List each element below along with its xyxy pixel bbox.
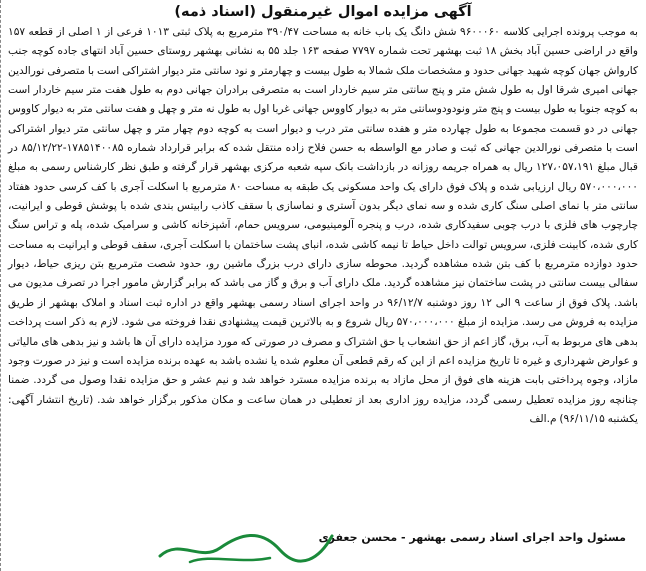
- handwritten-signature-mark: [150, 518, 340, 568]
- notice-title: آگهی مزایده اموال غیرمنقول (اسناد ذمه): [174, 4, 472, 20]
- notice-body: به موجب پرونده اجرایی کلاسه ۹۶۰۰۰۶۰ شش دانگ یک باب خانه به مساحت ۳۹۰/۴۷ مترمربع به پلاک ثبتی ۱۰۱۳ فرعی از ۱ اصلی از قطعه ۱۵۷ واقع در اراضی حسین آباد بخش ۱۸ ثبت بهشهر تحت شماره ۷۷۹۷ صفحه ۱۶۳ جلد ۵۵ به نشانی بهشهر روستای حسین آباد انتهای جاده کوچه جنب کارواش جهان کوچه شهید جهانی حدود و مشخصات ملک شمالا به طول بیست و چهارمتر و نود سانتی متر دیوار اشتراکی است با متصرفی نورالدین جهانی امیری شرقا اول به طول شش متر و پنج سانتی متر سیم خاردار است به متصرفی برادران جهانی دوم به طول هفت متر سیم خاردار است به کوچه جنوبا به طول بیست و پنج متر ونودودوسانتی متر به دیوار کاووس جهانی غربا اول به طول نه متر و چهل و هفت سانتی متر به دیوار کاووس جهانی در دو قسمت مجموعا به طول چهارده متر و هفده سانتی متر درب و دیوار است به کوچه دوم چهار متر و چهل سانتی متر دیوار اشتراکی است با متصرفی نورالدین جهانی که ثبت و صادر مع الواسطه به حسن فلاح زاده منتقل شده که برابر قرارداد شماره ۱۷۸۵۱۴۰۰۸۵-۸۵/۱۲/۲۲ در قبال مبلغ ۱۲۷،۰۵۷،۱۹۱ ریال به همراه جریمه روزانه در بازداشت بانک سپه شعبه مرکزی بهشهر قرار گرفته و طبق نظر کارشناس رسمی به مبلغ ۵۷۰،۰۰۰،۰۰۰ ریال ارزیابی شده و پلاک فوق دارای یک واحد مسکونی یک طبقه به مساحت ۸۰ مترمربع با اسکلت آجری با کف کرسی حدود هفتاد سانتی متر با نمای اصلی سنگ کاری شده و سه نمای دیگر بدون آستری و نماسازی با سقف کاذب رابیتس بندی شده با پوشش قوطی و ایرانیت، چارچوب های فلزی با درب چوبی سفیدکاری شده، درب و پنجره آلومینیومی، سرویس حمام، آشپزخانه کاشی و سرامیک شده، پله و تراس سنگ کاری شده، کابینت فلزی، سرویس توالت داخل حیاط تا نیمه کاشی شده، انبای پشت ساختمان با اسکلت آجری، سقف قوطی و ایرانیت به مساحت حدود دوازده مترمربع با کف بتن شده مشاهده گردید. محوطه سازی دارای درب بزرگ ماشین رو، حدود شصت مترمربع بتن ریزی حیاط، دیوار سفالی بیست سانتی در پشت ساختمان نیز مشاهده گردید. ملک دارای آب و برق و گاز می باشد که برابر گزارش مامور اجرا در تصرف مدیون می باشد. پلاک فوق از ساعت ۹ الی ۱۲ روز دوشنبه ۹۶/۱۲/۷ در واحد اجرای اسناد رسمی بهشهر واقع در اداره ثبت اسناد و املاک بهشهر از طریق مزایده به فروش می رسد. مزایده از مبلغ ۵۷۰،۰۰۰،۰۰۰ ریال شروع و به بالاترین قیمت پیشنهادی نقدا فروخته می شود. لازم به ذکر است پرداخت بدهی های مربوط به آب، برق، گاز اعم از حق انشعاب یا حق اشتراک و مصرف در صورتی که مورد مزایده دارای آن ها باشد و نیز بدهی های مالیاتی و عوارض شهرداری و غیره تا تاریخ مزایده اعم از این که رقم قطعی آن معلوم شده یا نشده باشد به عهده برنده مزایده است و نیز در صورت وجود مازاد، وجوه پرداختی بابت هزینه های فوق از محل مازاد به برنده مزایده مسترد خواهد شد و نیم عشر و حق مزایده نقدا وصول می گردد. ضمنا چنانچه روز مزایده تعطیل رسمی گردد، مزایده روز اداری بعد از تعطیلی در همان ساعت و مکان مذکور برگزار خواهد شد. (تاریخ انتشار آگهی: یکشنبه ۹۶/۱۱/۱۵) م.الف: [8, 26, 639, 425]
- cut-line: [0, 0, 7, 571]
- notice-signature: مسئول واحد اجرای اسناد رسمی بهشهر - محسن جعفری: [318, 531, 626, 544]
